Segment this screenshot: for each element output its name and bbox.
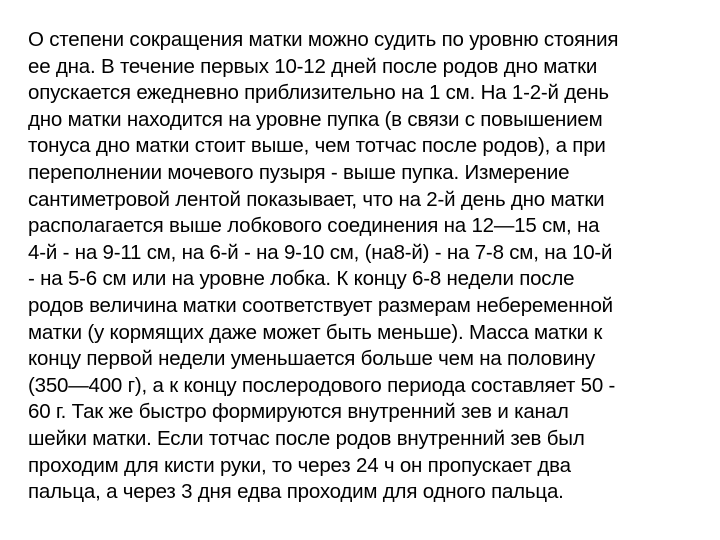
- text-line: проходим для кисти руки, то через 24 ч он пропускает два: [28, 453, 571, 477]
- body-paragraph: [28, 27, 700, 506]
- text-line: ее дна. В течение первых 10-12 дней после родов дно матки: [28, 54, 598, 78]
- text-line: тонуса дно матки стоит выше, чем тотчас после родов), а при: [28, 134, 606, 158]
- text-line: родов величина матки соответствует размерам небеременной: [28, 293, 613, 317]
- text-line: 4-й - на 9-11 см, на 6-й - на 9-10 см, (на8-й) - на 7-8 см, на 10-й: [28, 240, 613, 264]
- text-line: (350—400 г), а к концу послеродового периода составляет 50 -: [28, 373, 616, 397]
- text-line: О степени сокращения матки можно судить по уровню стояния: [28, 28, 619, 51]
- text-line: переполнении мочевого пузыря - выше пупка. Измерение: [28, 160, 570, 184]
- text-line: концу первой недели уменьшается больше чем на половину: [28, 347, 595, 371]
- text-line: - на 5-6 см или на уровне лобка. К концу 6-8 недели после: [28, 267, 575, 291]
- text-line: располагается выше лобкового соединения на 12—15 см, на: [28, 214, 600, 238]
- text-line: сантиметровой лентой показывает, что на 2-й день дно матки: [28, 187, 605, 211]
- text-line: опускается ежедневно приблизительно на 1 см. На 1-2-й день: [28, 81, 609, 105]
- text-line: 60 г. Так же быстро формируются внутренний зев и канал: [28, 400, 569, 424]
- text-line: матки (у кормящих даже может быть меньше). Масса матки к: [28, 320, 603, 344]
- text-line: дно матки находится на уровне пупка (в связи с повышением: [28, 107, 603, 131]
- text-line: шейки матки. Если тотчас после родов внутренний зев был: [28, 426, 585, 450]
- text-line: пальца, а через 3 дня едва проходим для одного пальца.: [28, 480, 564, 504]
